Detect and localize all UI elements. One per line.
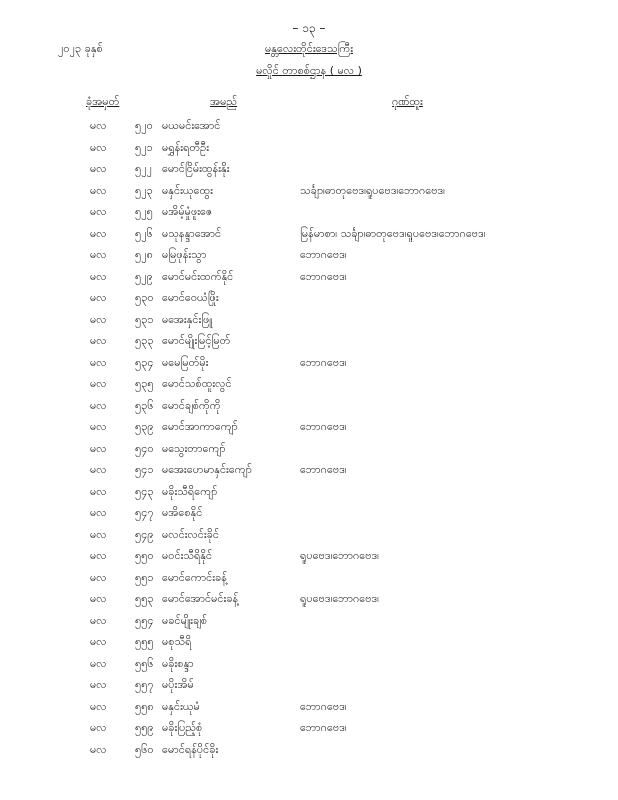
table-row — [0, 396, 618, 418]
table-row — [0, 546, 618, 568]
row-number: ၅၅၀ — [135, 549, 154, 562]
row-name: မသွေးတာကျော် — [162, 441, 226, 455]
document-title: မန္တလေးတိုင်းဒေသကြီး — [265, 42, 353, 55]
row-name: မခိုးပြည့်စုံ — [162, 721, 203, 734]
row-number: ၅၂၆ — [135, 226, 153, 240]
row-code: မလ — [90, 355, 107, 369]
row-name: မအေးနှင်းဖြူ — [162, 312, 213, 326]
header-remark: ဂုဏ်ထူး — [392, 95, 423, 108]
row-number: ၅၂၈ — [135, 248, 153, 261]
table-row — [0, 310, 618, 332]
header-name: အမည် — [210, 95, 238, 108]
row-code: မလ — [90, 699, 107, 713]
table-row — [0, 245, 618, 267]
row-name: မောင်သစ်ထူးလွင် — [162, 377, 232, 390]
row-remark: ဘောဂဗေဒ၊ — [300, 420, 347, 433]
row-number: ၅၃၆ — [135, 398, 154, 412]
row-number: ၅၂၂ — [135, 162, 152, 175]
row-code: မလ — [90, 721, 107, 734]
table-row — [0, 482, 618, 504]
row-code: မလ — [90, 506, 107, 519]
row-number: ၅၂၁ — [135, 140, 153, 154]
table-row — [0, 138, 618, 160]
table-row — [0, 654, 618, 676]
row-remark: ဘောဂဗေဒ၊ — [300, 721, 347, 734]
row-number: ၅၅၈ — [135, 699, 154, 713]
results-list — [0, 116, 618, 761]
row-code: မလ — [90, 119, 107, 132]
row-number: ၅၅၆ — [135, 656, 154, 670]
row-code: မလ — [90, 463, 107, 476]
row-name: မစုသီရိ — [162, 635, 192, 648]
table-row — [0, 267, 618, 289]
row-code: မလ — [90, 549, 107, 562]
row-number: ၅၅၄ — [135, 613, 154, 627]
row-number: ၅၃၃ — [135, 334, 154, 347]
row-number: ၅၅၉ — [135, 721, 154, 734]
row-name: မဝင်းသီရိနိုင် — [162, 549, 213, 562]
row-code: မလ — [90, 377, 107, 390]
row-name: မခင်မျိုးချစ် — [162, 613, 208, 627]
row-code: မလ — [90, 398, 107, 412]
row-code: မလ — [90, 291, 107, 304]
row-remark: ဘောဂဗေဒ၊ — [300, 248, 347, 261]
row-number: ၅၆၀ — [135, 742, 154, 756]
row-name: မမြဖုန်းသွာ — [162, 248, 207, 261]
row-code: မလ — [90, 441, 107, 455]
table-row — [0, 460, 618, 482]
table-row — [0, 374, 618, 396]
row-code: မလ — [90, 678, 107, 691]
row-name: မမေမြတ်မိုး — [162, 355, 209, 369]
table-row — [0, 439, 618, 461]
row-number: ၅၄၀ — [135, 441, 154, 455]
table-row — [0, 288, 618, 310]
row-remark: ဘောဂဗေဒ၊ — [300, 699, 347, 713]
row-number: ၅၄၇ — [135, 506, 154, 519]
row-name: မောင်ရန်ပိုင်ခိုး — [162, 742, 219, 756]
table-row — [0, 353, 618, 375]
table-row — [0, 718, 618, 740]
row-remark: ရူပဗေဒ၊ဘောဂဗေဒ၊ — [300, 592, 379, 605]
row-remark: ဘောဂဗေဒ၊ — [300, 269, 347, 283]
row-name: မခိုးသီရိကျော် — [162, 484, 218, 498]
row-name: မလင်းလင်းခိုင် — [162, 527, 219, 541]
table-row — [0, 611, 618, 633]
row-code: မလ — [90, 527, 107, 541]
table-row — [0, 331, 618, 353]
table-row — [0, 503, 618, 525]
row-number: ၅၃၁ — [135, 312, 154, 326]
row-remark: သင်္ချာ၊ဓာတုဗေဒ၊ရူပဗေဒ၊ဘောဂဗေဒ၊ — [300, 183, 445, 197]
page-number: – ၁၃ – — [292, 21, 326, 35]
document-subtitle: မလှိုင် တာစစ်ဌာန ( မလ ) — [256, 64, 362, 77]
row-code: မလ — [90, 162, 107, 175]
row-name: မနှင်းယုမံ — [162, 699, 200, 713]
row-number: ၅၅၇ — [135, 678, 154, 691]
row-name: မောင်ဝေယံဖြိုး — [162, 291, 219, 304]
row-name: မောင်မျိုးမြင့်မြတ် — [162, 334, 231, 347]
row-name: မအိမ့်မှုံဖူးဇေ — [162, 205, 213, 218]
row-number: ၅၅၁ — [135, 570, 154, 584]
row-name: မသုနန္ဒာအောင် — [162, 226, 222, 240]
row-name: မပိုးအိမ် — [162, 678, 194, 691]
row-name: မောင်အာကာကျော် — [162, 420, 238, 433]
table-row — [0, 568, 618, 590]
row-code: မလ — [90, 613, 107, 627]
row-number: ၅၃၅ — [135, 377, 154, 390]
row-number: ၅၃၄ — [135, 355, 154, 369]
row-code: မလ — [90, 248, 107, 261]
row-name: မခိုးစန္ဒာ — [162, 656, 194, 670]
row-number: ၅၅၃ — [135, 592, 154, 605]
row-code: မလ — [90, 334, 107, 347]
row-number: ၅၂၉ — [135, 269, 153, 283]
row-name: မနှင်းယုထွေး — [162, 183, 213, 197]
row-code: မလ — [90, 140, 107, 154]
row-number: ၅၄၉ — [135, 527, 154, 541]
row-code: မလ — [90, 570, 107, 584]
row-code: မလ — [90, 312, 107, 326]
row-remark: ရူပဗေဒ၊ဘောဂဗေဒ၊ — [300, 549, 379, 562]
row-name: မောင်ချစ်ကိုကို — [162, 398, 221, 412]
row-code: မလ — [90, 183, 107, 197]
row-name: မအိစေနိုင် — [162, 506, 203, 519]
row-code: မလ — [90, 742, 107, 756]
row-number: ၅၃၀ — [135, 291, 154, 304]
table-row — [0, 675, 618, 697]
table-row — [0, 181, 618, 203]
row-code: မလ — [90, 226, 107, 240]
row-name: မရွှန်းရတီဦး — [162, 140, 210, 154]
row-number: ၅၂၀ — [135, 119, 153, 132]
row-name: မယမင်းအောင် — [162, 119, 221, 132]
row-number: ၅၃၉ — [135, 420, 154, 433]
table-row — [0, 159, 618, 181]
row-name: မောင်အောင်မင်းခန့် — [162, 592, 239, 605]
table-header — [0, 95, 618, 111]
row-number: ၅၄၁ — [135, 463, 154, 476]
row-code: မလ — [90, 269, 107, 283]
header-code: ခုံအမှတ် — [86, 95, 120, 108]
row-number: ၅၂၅ — [135, 205, 153, 218]
row-number: ၅၅၅ — [135, 635, 154, 648]
table-row — [0, 525, 618, 547]
row-code: မလ — [90, 484, 107, 498]
row-number: ၅၂၃ — [135, 183, 153, 197]
table-row — [0, 116, 618, 138]
row-code: မလ — [90, 656, 107, 670]
table-row — [0, 740, 618, 762]
row-remark: ဘောဂဗေဒ၊ — [300, 355, 347, 369]
table-row — [0, 632, 618, 654]
row-number: ၅၄၃ — [135, 484, 154, 498]
table-row — [0, 697, 618, 719]
year-label: ၂၀၂၃ ခုနှစ် — [58, 42, 103, 55]
table-row — [0, 589, 618, 611]
row-remark: ဘောဂဗေဒ၊ — [300, 463, 347, 476]
row-name: မောင်ကောင်းခန့် — [162, 570, 227, 584]
row-code: မလ — [90, 592, 107, 605]
row-name: မောင်ငြိမ်းထွန်းနိုး — [162, 162, 230, 175]
row-code: မလ — [90, 420, 107, 433]
row-name: မအေးဟေမာနှင်းကျော် — [162, 463, 252, 476]
row-name: မောင်မင်းထက်နိုင် — [162, 269, 234, 283]
row-remark: မြန်မာစာ၊ သင်္ချာ၊ဓာတုဗေဒ၊ရူပဗေဒ၊ဘောဂဗေဒ၊ — [300, 226, 486, 240]
table-row — [0, 202, 618, 224]
table-row — [0, 224, 618, 246]
row-code: မလ — [90, 635, 107, 648]
table-row — [0, 417, 618, 439]
row-code: မလ — [90, 205, 107, 218]
